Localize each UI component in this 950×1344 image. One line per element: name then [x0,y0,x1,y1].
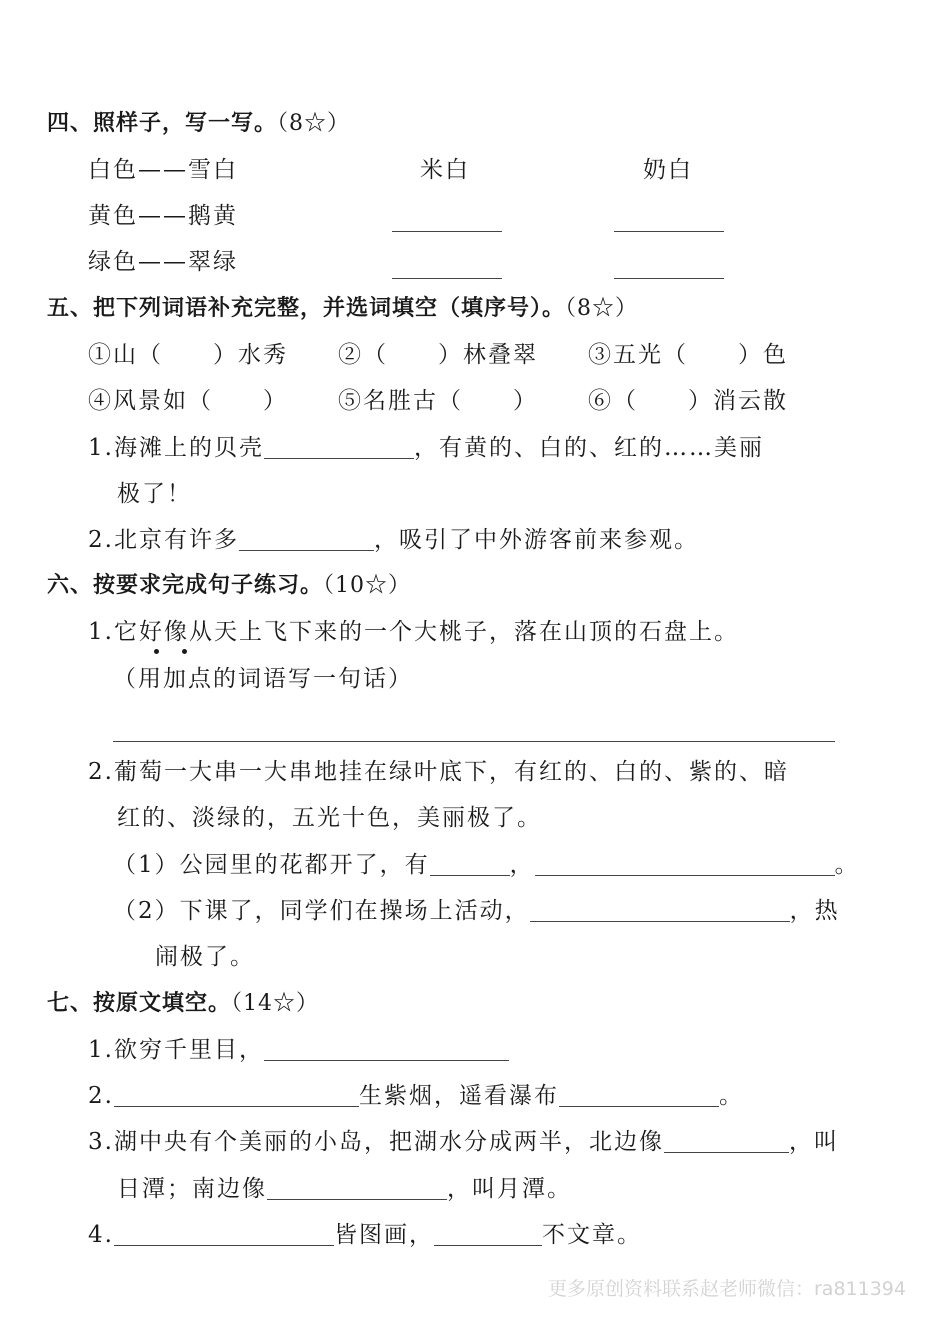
s5-idiom-4: ④风景如（ ） [88,388,288,414]
s4-row2-example: 黄色——鹅黄 [88,203,238,229]
section7-heading: 七、按原文填空。（14☆） [47,991,320,1016]
s7-question-4: 4. 皆图画， 不文章。 [88,1222,642,1248]
s7-q4-blank-1[interactable] [114,1223,334,1246]
s5-question-2: 2.北京有许多 ，吸引了中外游客前来参观。 [88,527,699,553]
s4-blank-r2-1[interactable] [392,231,502,232]
s7-q3-blank-2[interactable] [267,1177,447,1200]
s6-subquestion-2-cont: 闹极了。 [155,944,255,970]
s7-q2-blank-2[interactable] [559,1084,719,1107]
s4-blank-r3-2[interactable] [614,278,724,279]
emphasis-dot [154,649,159,654]
s7-q4-blank-2[interactable] [434,1223,542,1246]
s7-question-3: 3.湖中央有个美丽的小岛，把湖水分成两半，北边像 ，叫 [88,1129,839,1155]
s7-question-2: 2. 生紫烟，遥看瀑布 。 [88,1083,744,1109]
s4-row3-example: 绿色——翠绿 [88,249,238,275]
s7-q3-blank-1[interactable] [664,1130,789,1153]
s5-idiom-5: ⑤名胜古（ ） [338,388,538,414]
s4-blank-r2-2[interactable] [614,231,724,232]
section5-heading: 五、把下列词语补充完整，并选词填空（填序号）。（8☆） [47,296,639,321]
s5-q2-blank[interactable] [239,528,374,551]
emphasis-dot [182,649,187,654]
s6-question-2-cont: 红的、淡绿的，五光十色，美丽极了。 [117,805,542,831]
s5-idiom-2: ②（ ）林叠翠 [338,342,538,368]
s5-q1-blank[interactable] [264,436,414,459]
s4-blank-r3-1[interactable] [392,278,502,279]
s5-idiom-3: ③五光（ ）色 [588,342,788,368]
section6-heading: 六、按要求完成句子练习。（10☆） [47,573,412,598]
s6-subquestion-2: （2）下课了，同学们在操场上活动， ，热 [113,898,840,924]
s5-idiom-6: ⑥（ ）消云散 [588,388,788,414]
section4-heading: 四、照样子，写一写。（8☆） [47,111,351,136]
s7-q1-blank[interactable] [264,1038,509,1061]
s6-q1-answer-line[interactable] [113,741,835,742]
s6-question-1-note: （用加点的词语写一句话） [113,666,413,692]
s6-sub2-blank[interactable] [530,899,790,922]
s5-question-1: 1.海滩上的贝壳 ，有黄的、白的、红的……美丽 [88,435,764,461]
s4-row1-example: 白色——雪白 [88,157,238,183]
s4-word-mibai: 米白 [420,157,470,183]
s6-sub1-blank-1[interactable] [430,853,510,876]
s6-question-1: 1.它好像从天上飞下来的一个大桃子，落在山顶的石盘上。 [88,619,739,645]
s4-word-naibai: 奶白 [643,157,693,183]
s7-question-1: 1.欲穷千里目， [88,1035,509,1065]
s6-sub1-blank-2[interactable] [535,853,835,876]
s6-subquestion-1: （1）公园里的花都开了，有 ， 。 [113,852,860,878]
s6-question-2: 2.葡萄一大串一大串地挂在绿叶底下，有红的、白的、紫的、暗 [88,759,789,785]
watermark-text: 更多原创资料联系赵老师微信：ra811394 [548,1278,906,1300]
s5-question-1-cont: 极了！ [117,481,192,507]
s7-q2-blank-1[interactable] [114,1084,359,1107]
s5-idiom-1: ①山（ ）水秀 [88,342,288,368]
s7-question-3-cont: 日潭；南边像 ，叫月潭。 [117,1176,572,1202]
